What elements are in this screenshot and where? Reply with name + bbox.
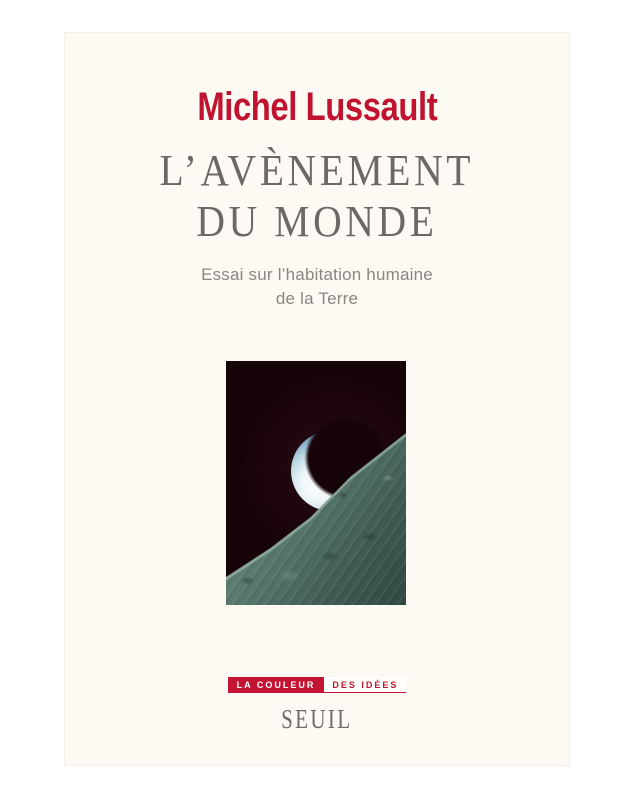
collection-band-left: LA COULEUR — [228, 677, 325, 693]
subtitle-line-2: de la Terre — [275, 289, 359, 308]
publisher-logo — [65, 704, 569, 734]
subtitle — [65, 263, 569, 311]
collection-band — [65, 677, 569, 693]
earthrise-photo — [226, 361, 406, 605]
publisher-logo-text: SEUIL — [281, 704, 353, 734]
title-line-1: L’AVÈNEMENT — [159, 146, 475, 195]
book-cover — [64, 32, 570, 766]
collection-band-right: DES IDÉES — [324, 677, 406, 693]
book-title — [65, 145, 569, 247]
subtitle-line-1: Essai sur l’habitation humaine — [201, 265, 433, 284]
author-name — [65, 87, 569, 127]
title-line-2: DU MONDE — [196, 197, 438, 246]
author-name-text: Michel Lussault — [197, 85, 437, 129]
